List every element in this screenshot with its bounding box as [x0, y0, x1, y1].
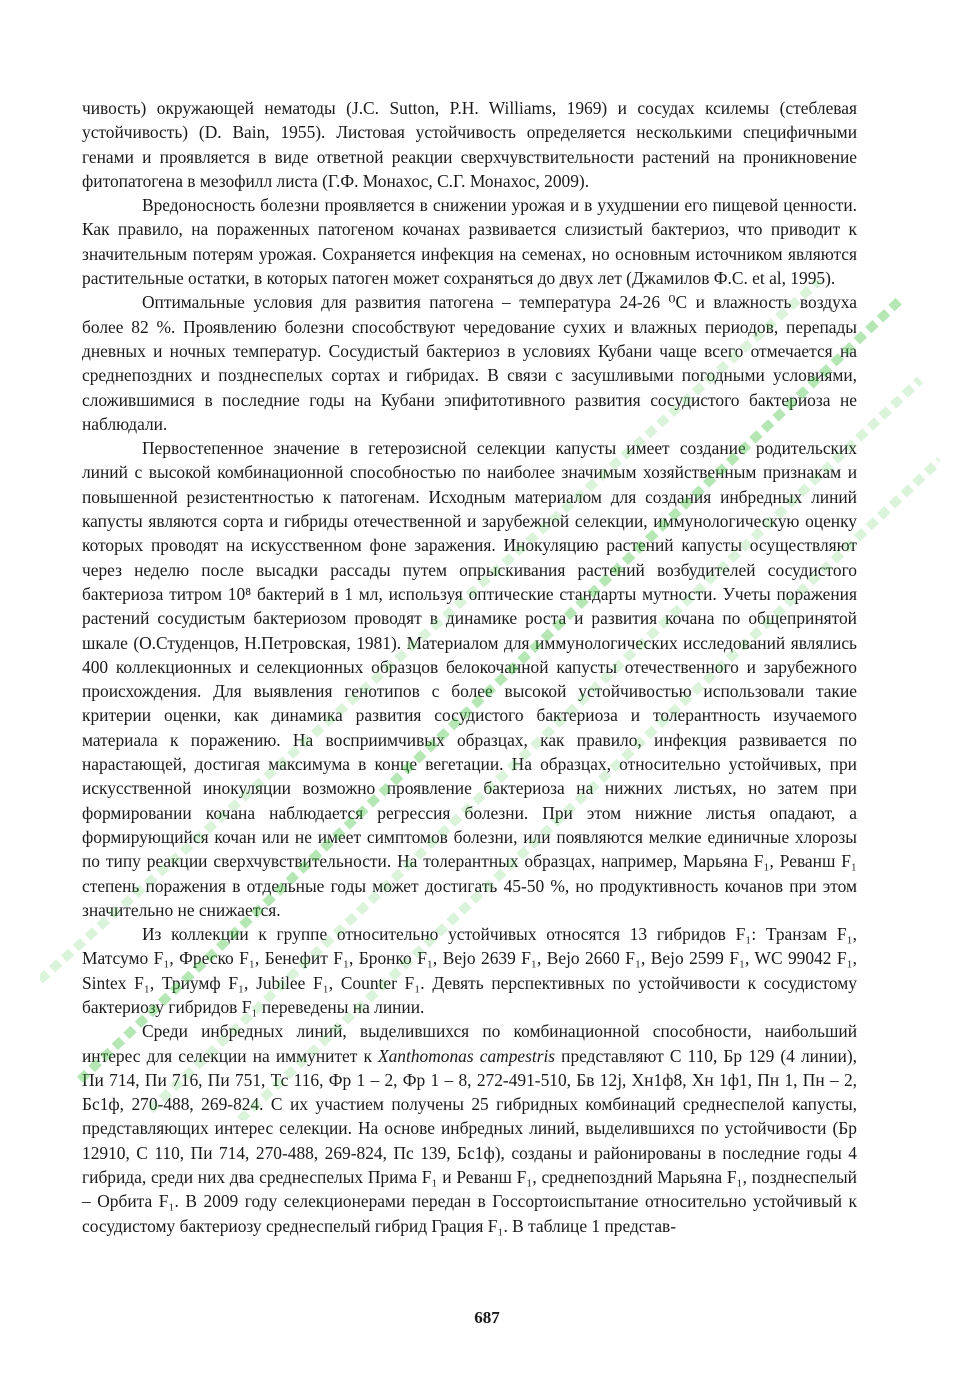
- paragraph-optimal-conditions: Оптимальные условия для развития патогена – температура 24-26 ⁰С и влажность воздуха более 82 %. Проявлению болезни способствуют чередование сухих и влажных периодов, перепады дневных и ночных температур. Сосудистый бактериоз в условиях Кубани чаще всего отмечается на среднепоздних и позднеспелых сортах и гибридах. В связи с засушливыми погодными условиями, сложившимися в последние годы на Кубани эпифитотивного развития сосудистого бактериоза не наблюдали.: [82, 292, 857, 434]
- paragraph-resistant-hybrids: Из коллекции к группе относительно устойчивых относятся 13 гибридов F₁: Транзам F₁, Матсумо F₁, Фреско F₁, Бенефит F₁, Бронко F₁, Bejo 2639 F₁, Bejo 2660 F₁, Bejo 2599 F₁, WC 99042 F₁, Sintex F₁, Триумф F₁, Jubilee F₁, Counter F₁. Девять перспективных по устойчивости к сосудистому бактериозу гибридов F₁ переведены на линии.: [82, 924, 857, 1017]
- species-name: Xanthomonas campestris: [377, 1045, 556, 1066]
- body-text: [82, 96, 857, 1238]
- paragraph-harmfulness: Вредоносность болезни проявляется в снижении урожая и в ухудшении его пищевой ценности. Как правило, на пораженных патогеном кочанах развивается слизистый бактериоз, что приводит к значительным потерям урожая. Сохраняется инфекция на семенах, но основным источником являются растительные остатки, в которых патоген может сохраняться до двух лет (Джамилов Ф.С. et al, 1995).: [82, 195, 857, 289]
- paragraph-breeding-methods: Первостепенное значение в гетерозисной селекции капусты имеет создание родительских линий с высокой комбинационной способностью по наиболее значимым хозяйственным признакам и повышенной резистентностью к патогенам. Исходным материалом для создания инбредных линий капусты являются сорта и гибриды отечественной и зарубежной селекции, иммунологическую оценку которых проводят на искусственном фоне заражения. Инокуляцию растений капусты осуществляют через неделю после высадки рассады путем опрыскивания растений возбудителей сосудистого бактериоза титром 10⁸ бактерий в 1 мл, используя оптические стандарты мутности. Учеты поражения растений сосудистым бактериозом проводят в динамике роста и развития кочана по общепринятой шкале (О.Студенцов, Н.Петровская, 1981). Материалом для иммунологических исследований являлись 400 коллекционных и селекционных образцов белокочанной капусты отечественного и зарубежного происхождения. Для выявления генотипов с более высокой устойчивостью использовали такие критерии оценки, как динамика развития сосудистого бактериоза и толерантность изучаемого материала к поражению. На восприимчивых образцах, как правило, инфекция развивается по нарастающей, достигая максимума в конце вегетации. На образцах, относительно устойчивых, при искусственной инокуляции возможно проявление бактериоза на нижних листьях, но затем при формировании кочана наблюдается регрессия болезни. При этом нижние листья опадают, а формирующийся кочан или не имеет симптомов болезни, или появляются мелкие единичные хлорозы по типу реакции сверхчувствительности. На толерантных образцах, например, Марьяна F₁, Реванш F₁ степень поражения в отдельные годы может достигать 45-50 %, но продуктивность кочанов при этом значительно не снижается.: [82, 438, 857, 920]
- paragraph-continuation: чивость) окружающей нематоды (J.C. Sutton, P.H. Williams, 1969) и сосудах ксилемы (стеблевая устойчивость) (D. Bain, 1955). Листовая устойчивость определяется несколькими специфичными генами и проявляется в виде ответной реакции сверхчувствительности растений на проникновение фитопатогена в мезофилл листа (Г.Ф. Монахос, С.Г. Монахос, 2009).: [82, 98, 857, 191]
- page-number: 687: [474, 1308, 500, 1327]
- paragraph-inbred-lines: Среди инбредных линий, выделившихся по комбинационной способности, наибольший интерес для селекции на иммунитет к Xanthomonas campestris представляют С 110, Бр 129 (4 линии), Пи 714, Пи 716, Пи 751, Тс 116, Фр 1 – 2, Фр 1 – 8, 272-491-510, Бв 12j, Хн1ф8, Хн 1ф1, Пн 1, Пн – 2, Бс1ф, 270-488, 269-824. С их участием получены 25 гибридных комбинаций среднеспелой капусты, представляющих интерес селекции. На основе инбредных линий, выделившихся по устойчивости (Бр 12910, С 110, Пи 714, 270-488, 269-824, Пс 139, Бс1ф), созданы и районированы в последние годы 4 гибрида, среди них два среднеспелых Прима F₁ и Реванш F₁, среднепоздний Марьяна F₁, позднеспелый – Орбита F₁. В 2009 году селекционерами передан в Госсортоиспытание относительно устойчивый к сосудистому бактериозу среднеспелый гибрид Грация F₁. В таблице 1 представ-: [82, 1021, 857, 1236]
